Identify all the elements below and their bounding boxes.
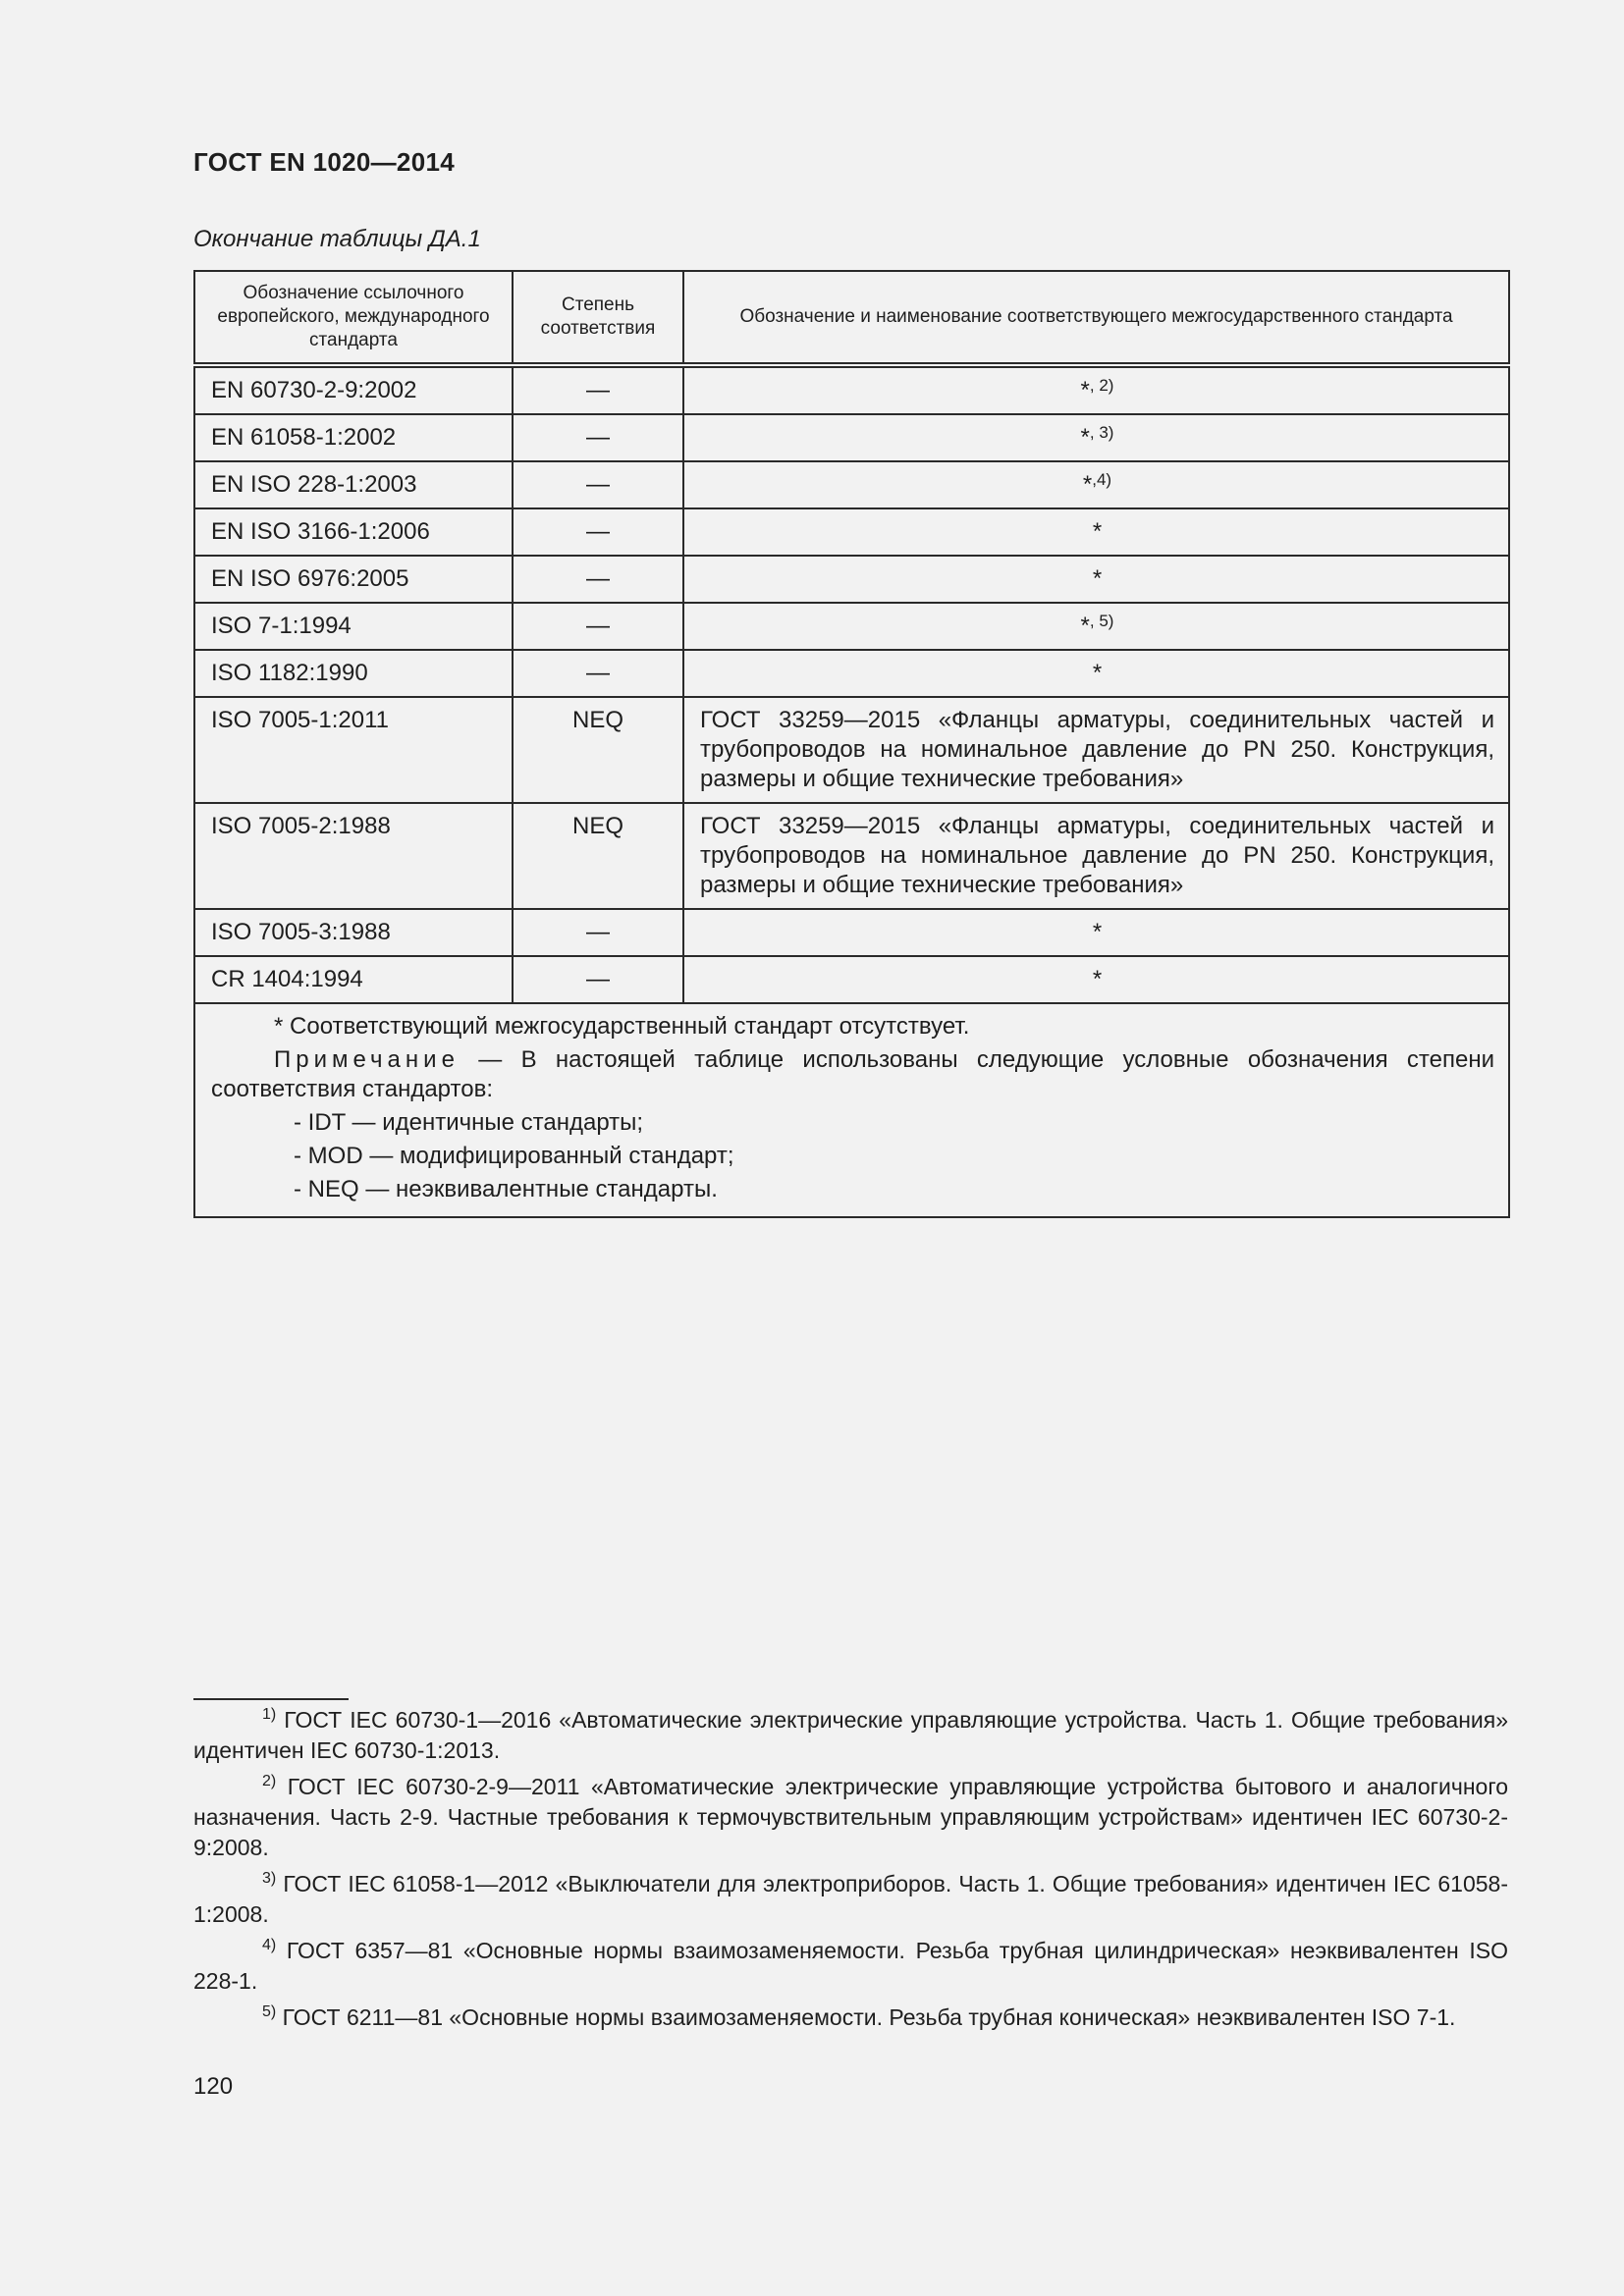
interstate-cell — [683, 650, 1509, 697]
footnote-ref: ,4) — [1092, 470, 1112, 489]
interstate-cell — [683, 508, 1509, 556]
table-header-row — [194, 271, 1509, 365]
footnote-mark: 5) — [262, 2003, 277, 2020]
note-text: — В настоящей таблице использованы следующие условные обозначения степени соответствия стандартов: — [211, 1046, 1494, 1102]
table-row — [194, 650, 1509, 697]
footnote-text: ГОСТ 6211—81 «Основные нормы взаимозаменяемости. Резьба трубная коническая» неэквивалентен ISO 7-1. — [276, 2004, 1456, 2030]
interstate-cell — [683, 414, 1509, 461]
footnotes — [193, 1705, 1508, 2039]
footnote-ref: , 5) — [1089, 612, 1114, 630]
table-notes-row — [194, 1003, 1509, 1217]
degree-cell: NEQ — [513, 803, 683, 909]
ref-cell: CR 1404:1994 — [194, 956, 513, 1003]
table-row — [194, 461, 1509, 508]
footnote — [193, 1772, 1508, 1863]
ref-cell: ISO 7005-2:1988 — [194, 803, 513, 909]
footnote-divider — [193, 1698, 349, 1700]
star-mark: * — [1082, 471, 1093, 498]
page-number: 120 — [193, 2073, 234, 2100]
table-row — [194, 556, 1509, 603]
table-row — [194, 803, 1509, 909]
interstate-cell — [683, 956, 1509, 1003]
interstate-cell: ГОСТ 33259—2015 «Фланцы арматуры, соединительных частей и трубопроводов на номинальное давление до PN 250. Конструкция, размеры и общие технические требования» — [683, 803, 1509, 909]
star-mark: * — [1092, 919, 1103, 945]
star-mark: * — [1092, 565, 1103, 592]
ref-cell: ISO 7005-3:1988 — [194, 909, 513, 956]
footnote — [193, 1705, 1508, 1766]
degree-cell: — — [513, 650, 683, 697]
footnote-mark: 4) — [262, 1937, 277, 1953]
header-degree: Степень соответствия — [513, 271, 683, 365]
table-notes — [194, 1003, 1509, 1217]
footnote — [193, 2002, 1508, 2033]
ref-cell: EN 60730-2-9:2002 — [194, 365, 513, 414]
table-row — [194, 365, 1509, 414]
footnote-ref: , 2) — [1089, 376, 1114, 395]
star-note: * Соответствующий межгосударственный стандарт отсутствует. — [274, 1013, 970, 1040]
footnote-mark: 2) — [262, 1773, 277, 1789]
interstate-cell — [683, 556, 1509, 603]
star-mark: * — [1080, 613, 1090, 639]
degree-cell: — — [513, 556, 683, 603]
correspondence-table — [193, 270, 1510, 1218]
table-row — [194, 508, 1509, 556]
degree-cell: — — [513, 461, 683, 508]
table-row — [194, 956, 1509, 1003]
star-mark: * — [1080, 377, 1090, 403]
star-mark: * — [1092, 966, 1103, 992]
list-item: - IDT — идентичные стандарты; — [294, 1109, 644, 1136]
table-row — [194, 414, 1509, 461]
star-mark: * — [1092, 518, 1103, 545]
degree-cell: — — [513, 365, 683, 414]
table-row — [194, 909, 1509, 956]
ref-cell: EN ISO 3166-1:2006 — [194, 508, 513, 556]
footnote — [193, 1936, 1508, 1997]
degree-cell: — — [513, 414, 683, 461]
ref-cell: EN ISO 228-1:2003 — [194, 461, 513, 508]
ref-cell: EN ISO 6976:2005 — [194, 556, 513, 603]
interstate-cell — [683, 461, 1509, 508]
interstate-cell — [683, 365, 1509, 414]
star-mark: * — [1092, 660, 1103, 686]
footnote — [193, 1869, 1508, 1930]
ref-cell: ISO 7005-1:2011 — [194, 697, 513, 803]
degree-cell: — — [513, 909, 683, 956]
interstate-cell: ГОСТ 33259—2015 «Фланцы арматуры, соединительных частей и трубопроводов на номинальное давление до PN 250. Конструкция, размеры и общие технические требования» — [683, 697, 1509, 803]
footnote-text: ГОСТ IEC 60730-1—2016 «Автоматические электрические управляющие устройства. Часть 1. Общие требования» идентичен IEC 60730-1:2013. — [193, 1707, 1508, 1763]
table-caption: Окончание таблицы ДА.1 — [193, 226, 481, 252]
footnote-mark: 1) — [262, 1706, 277, 1723]
degree-cell: — — [513, 508, 683, 556]
degree-cell: — — [513, 956, 683, 1003]
ref-cell: EN 61058-1:2002 — [194, 414, 513, 461]
footnote-ref: , 3) — [1089, 423, 1114, 442]
degree-cell: — — [513, 603, 683, 650]
degree-cell: NEQ — [513, 697, 683, 803]
footnote-mark: 3) — [262, 1870, 277, 1887]
header-interstate-standard: Обозначение и наименование соответствующего межгосударственного стандарта — [683, 271, 1509, 365]
footnote-text: ГОСТ 6357—81 «Основные нормы взаимозаменяемости. Резьба трубная цилиндрическая» неэквивалентен ISO 228-1. — [193, 1938, 1508, 1994]
star-mark: * — [1080, 424, 1090, 451]
footnote-text: ГОСТ IEC 61058-1—2012 «Выключатели для электроприборов. Часть 1. Общие требования» идентичен IEC 61058-1:2008. — [193, 1871, 1508, 1927]
header-ref-standard: Обозначение ссылочного европейского, международного стандарта — [194, 271, 513, 365]
ref-cell: ISO 1182:1990 — [194, 650, 513, 697]
table-row — [194, 603, 1509, 650]
table-row — [194, 697, 1509, 803]
note-paragraph — [211, 1045, 1494, 1104]
ref-cell: ISO 7-1:1994 — [194, 603, 513, 650]
list-item: - MOD — модифицированный стандарт; — [294, 1143, 734, 1169]
note-label: Примечание — [274, 1046, 460, 1073]
footnote-text: ГОСТ IEC 60730-2-9—2011 «Автоматические электрические управляющие устройства бытового и аналогичного назначения. Часть 2-9. Частные требования к термочувствительным управляющим устройствам» идентичен IEC 60730-2-9:2008. — [193, 1774, 1508, 1860]
list-item: - NEQ — неэквивалентные стандарты. — [294, 1176, 718, 1202]
interstate-cell — [683, 909, 1509, 956]
document-code: ГОСТ EN 1020—2014 — [193, 147, 455, 177]
interstate-cell — [683, 603, 1509, 650]
